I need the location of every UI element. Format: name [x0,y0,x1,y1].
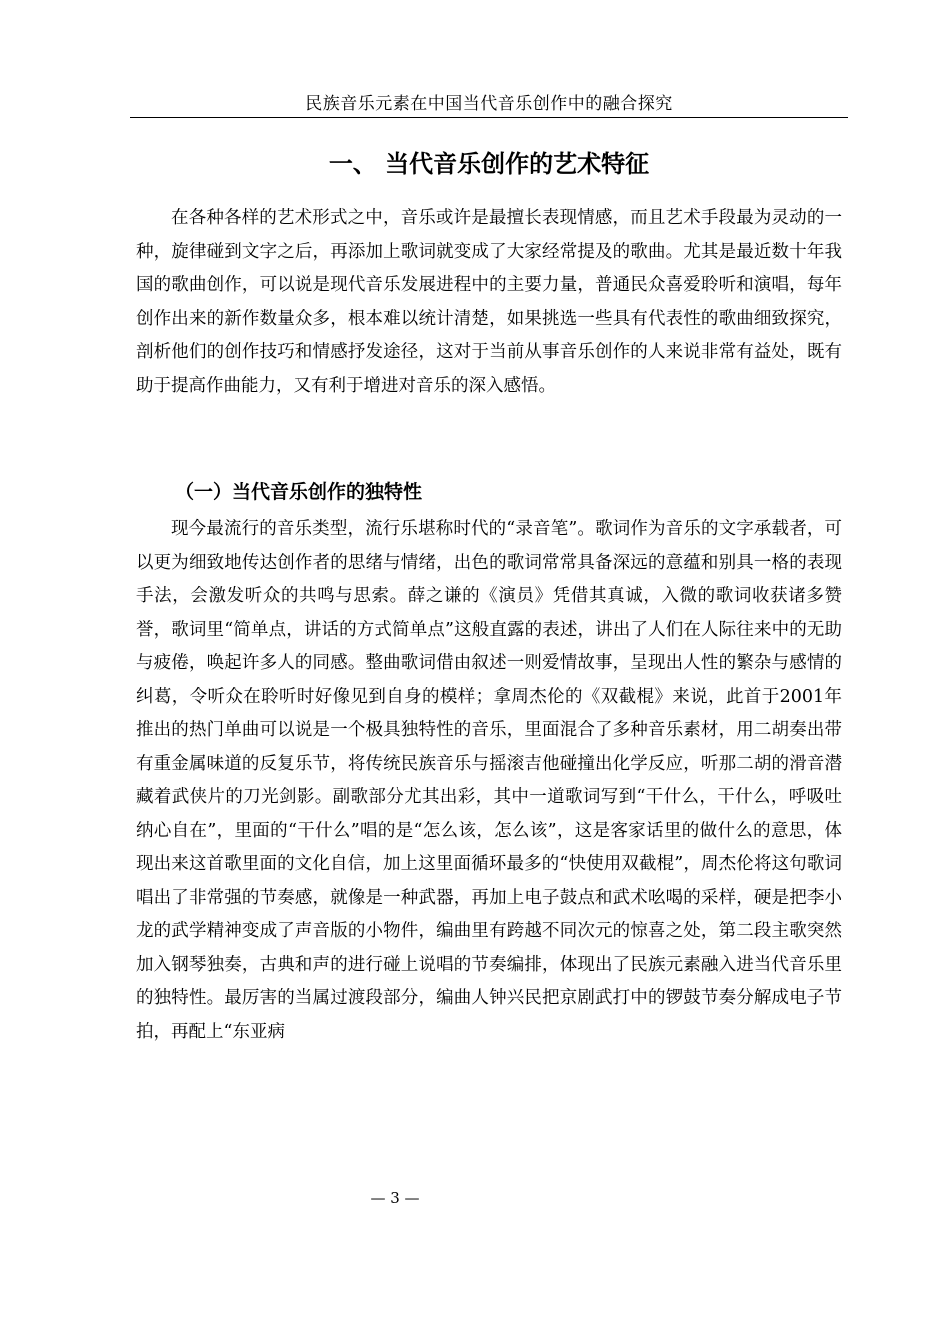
running-header: 民族音乐元素在中国当代音乐创作中的融合探究 [305,94,673,114]
page-number: — 3 — [370,1189,420,1207]
subsection-title: （一）当代音乐创作的独特性 [175,481,423,503]
header-divider [130,117,848,118]
body-paragraph: 现今最流行的音乐类型，流行乐堪称时代的“录音笔”。歌词作为音乐的文字承载者，可以更为细致地传达创作者的思绪与情绪，出色的歌词常常具备深远的意蕴和别具一格的表现手法，会激发听众的共鸣与思索。薛之谦的《演员》凭借其真诚，入微的歌词收获诸多赞誉，歌词里“简单点，讲话的方式简单点”这般直露的表述，讲出了人们在人际往来中的无助与疲倦，唤起许多人的同感。整曲歌词借由叙述一则爱情故事，呈现出人性的繁杂与感情的纠葛，令听众在聆听时好像见到自身的模样；拿周杰伦的《双截棍》来说，此首于2001年推出的热门单曲可以说是一个极具独特性的音乐，里面混合了多种音乐素材，用二胡奏出带有重金属味道的反复乐节，将传统民族音乐与摇滚吉他碰撞出化学反应，听那二胡的滑音潜藏着武侠片的刀光剑影。副歌部分尤其出彩，其中一道歌词写到“干什么，干什么，呼吸吐纳心自在”，里面的“干什么”唱的是“怎么该，怎么该”，这是客家话里的做什么的意思，体现出来这首歌里面的文化自信，加上这里面循环最多的“快使用双截棍”，周杰伦将这句歌词唱出了非常强的节奏感，就像是一种武器，再加上电子鼓点和武术吆喝的采样，硬是把李小龙的武学精神变成了声音版的小物件，编曲里有跨越不同次元的惊喜之处，第二段主歌突然加入钢琴独奏，古典和声的进行碰上说唱的节奏编排，体现出了民族元素融入进当代音乐里的独特性。最厉害的当属过渡段部分，编曲人钟兴民把京剧武打中的锣鼓节奏分解成电子节拍，再配上“东亚病 [136,519,842,1042]
section-title: 一、 当代音乐创作的艺术特征 [328,150,650,178]
intro-paragraph: 在各种各样的艺术形式之中，音乐或许是最擅长表现情感，而且艺术手段最为灵动的一种，旋律碰到文字之后，再添加上歌词就变成了大家经常提及的歌曲。尤其是最近数十年我国的歌曲创作，可以说是现代音乐发展进程中的主要力量，普通民众喜爱聆听和演唱，每年创作出来的新作数量众多，根本难以统计清楚，如果挑选一些具有代表性的歌曲细致探究，剖析他们的创作技巧和情感抒发途径，这对于当前从事音乐创作的人来说非常有益处，既有助于提高作曲能力，又有利于增进对音乐的深入感悟。 [136,208,842,396]
